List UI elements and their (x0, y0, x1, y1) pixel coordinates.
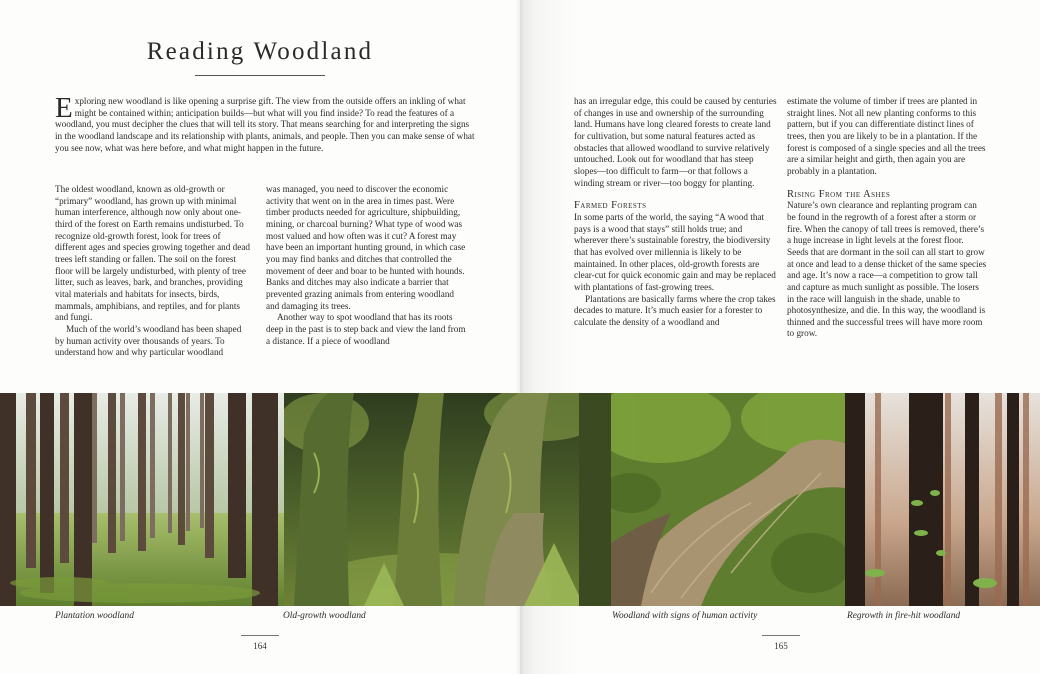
forest-path-illustration (611, 393, 845, 606)
page-title: Reading Woodland (146, 38, 374, 65)
burnt-forest-regrowth-illustration (845, 393, 1040, 606)
old-growth-forest-illustration (284, 393, 611, 606)
photo-fire-regrowth-woodland (845, 393, 1040, 606)
col1-paragraph-2: Much of the world’s woodland has been shaped by human activity over thousands of years. To understand how and why particular woodland (55, 323, 242, 358)
col2-paragraph-1: was managed, you need to discover the economic activity that went on in the area in times past. Were timber products needed for agriculture, shipbuilding, mining, or charcoal burning? What type of wood was most valued and how often was it cut? A forest may have been an important hunting ground, in which case you may find banks and ditches that controlled the movement of deer and boar to be hunted with hounds. Banks and ditches may also indicate a barrier that prevented grazing animals from entering woodland and damaging its trees. (266, 184, 466, 311)
caption-old-growth: Old-growth woodland (283, 611, 366, 621)
intro-text: xploring new woodland is like opening a surprise gift. The view from the outside offers an inkling of what might be contained within; anticipation builds—but what will you find inside? To read the features of a woodland, you must decipher the clues that will tell its story. That means searching for and interpreting the signs in the woodland landscape and its relationship with plants, animals, and people. Then you can make sense of what you see now, what was here before, and what might happen in the future. (55, 96, 475, 153)
col3-paragraph-3: Plantations are basically farms where the crop takes decades to mature. It’s much easier for a forester to calculate the density of a woodland and (574, 293, 776, 327)
col3-paragraph-2: In some parts of the world, the saying “A wood that pays is a wood that stays” still holds true; and wherever there’s sustainable forestry, the biodiversity that has evolved over millennia is likely to be maintained. In other places, old-growth forests are clear-cut for quick economic gain and may be replaced with plantations of fast-growing trees. (574, 211, 776, 292)
photo-old-growth-woodland (284, 393, 611, 606)
caption-human-activity: Woodland with signs of human activity (612, 611, 758, 621)
plantation-forest-illustration (0, 393, 284, 606)
col3-paragraph-1: has an irregular edge, this could be caused by centuries of changes in use and ownership of the surrounding land. Humans have long cleared forests to create land for cultivation, but some natural features acted as obstacles that allowed woodland to survive relatively untouched. Look out for woodland that has steep slopes—too difficult to farm—or that follows a winding stream or river—too boggy for planting. (574, 96, 777, 188)
title-rule (195, 75, 325, 76)
text-column-3 (574, 96, 778, 328)
col4-paragraph-1: estimate the volume of timber if trees are planted in straight lines. Not all new planting conforms to this pattern, but if you can differentiate distinct lines of trees, then you are likely to be in a plantation. If the forest is composed of a single species and all the trees are a similar height and girth, then again you are probably in a plantation. (787, 96, 986, 176)
col4-paragraph-2: Nature’s own clearance and replanting program can be found in the regrowth of a forest after a storm or fire. When the canopy of tall trees is removed, there’s a huge increase in light levels at the forest floor. Seeds that are dormant in the soil can all start to grow at once and lead to a dense thicket of the same species and age. It’s now a race—a competition to grow tall and capture as much sunlight as possible. The losers in the race will languish in the shade, unable to photosynthesize, and die. In this way, the woodland is thinned and the successful trees will have more room to grow. (787, 200, 987, 339)
text-column-2 (266, 184, 466, 347)
intro-paragraph (55, 92, 475, 154)
page-number-left: 164 (253, 641, 267, 651)
subhead-farmed-forests: Farmed Forests (574, 200, 647, 212)
folio-rule-left (241, 635, 279, 636)
drop-cap: E (55, 92, 73, 124)
page-number-right: 165 (774, 641, 788, 651)
col1-paragraph-1: The oldest woodland, known as old-growth or “primary” woodland, has grown up with minimal human interference, although now only about one-third of the forest on Earth remains undisturbed. To recognize old-growth forest, look for trees of different ages and species growing together and dead trees left standing or fallen. The soil on the forest floor will be largely undisturbed, with plenty of tree litter, such as leaves, bark, and branches, providing vital materials and habitats for insects, birds, mammals, amphibians, and reptiles, and for plants and fungi. (55, 184, 250, 323)
col2-paragraph-2: Another way to spot woodland that has its roots deep in the past is to step back and view the land from a distance. If a piece of woodland (266, 312, 466, 346)
folio-rule-right (762, 635, 800, 636)
text-column-4 (787, 96, 987, 340)
caption-plantation: Plantation woodland (55, 611, 134, 621)
photo-human-activity-woodland (611, 393, 845, 606)
caption-fire-regrowth: Regrowth in fire-hit woodland (847, 611, 961, 621)
subhead-rising-from-ashes: Rising From the Ashes (787, 188, 891, 200)
text-column-1 (55, 184, 251, 359)
photo-plantation-woodland (0, 393, 284, 606)
